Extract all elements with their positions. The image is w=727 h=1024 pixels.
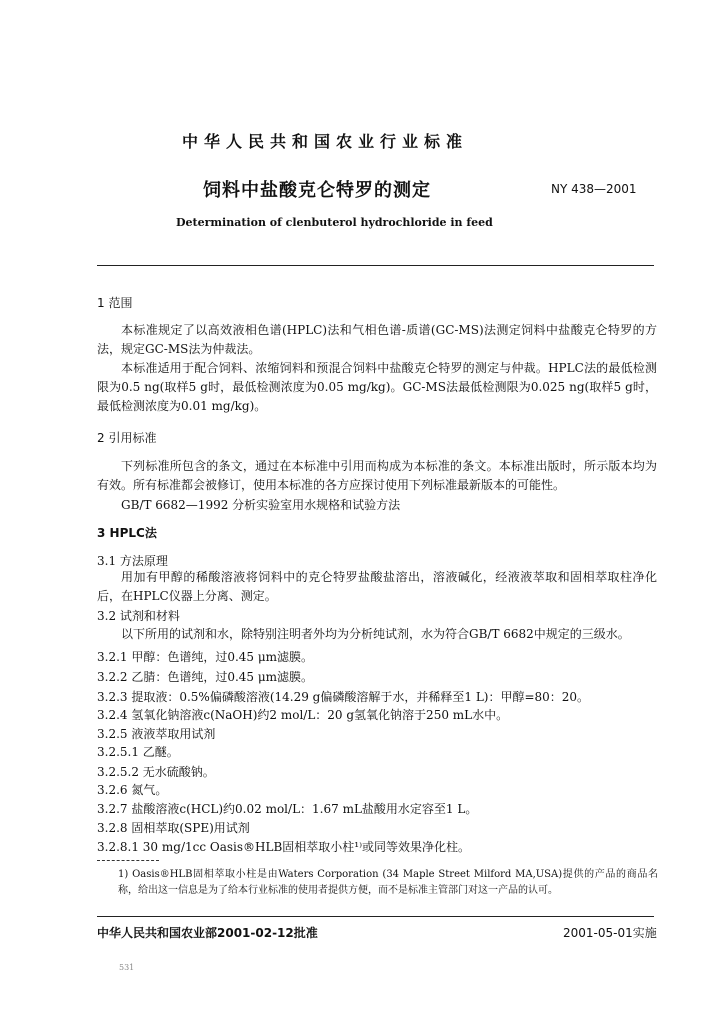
list-item: 3.2.2 乙腈：色谱纯，过0.45 μm滤膜。 <box>97 670 314 684</box>
list-item: 3.2.1 甲醇：色谱纯，过0.45 μm滤膜。 <box>97 650 314 664</box>
section-2-paragraph: 下列标准所包含的条文，通过在本标准中引用而构成为本标准的条文。本标准出版时，所示版本均为有效。所有标准都会被修订，使用本标准的各方应探讨使用下列标准最新版本的可能性。 <box>97 459 657 492</box>
section-3-2-paragraph: 以下所用的试剂和水，除特别注明者外均为分析纯试剂，水为符合GB/T 6682中规定的三级水。 <box>121 627 630 641</box>
effective-date: 2001-05-01实施 <box>563 926 657 940</box>
section-3-1-paragraph: 用加有甲醇的稀酸溶液将饲料中的克仑特罗盐酸盐溶出，溶液碱化，经液液萃取和固相萃取柱净化后，在HPLC仪器上分离、测定。 <box>97 570 657 603</box>
list-item: 3.2.4 氢氧化钠溶液c(NaOH)约2 mol/L：20 g氢氧化钠溶于250 mL水中。 <box>97 708 509 722</box>
reference-gbt6682: GB/T 6682—1992 分析实验室用水规格和试验方法 <box>121 498 401 512</box>
org-title: 中华人民共和国农业行业标准 <box>182 132 469 151</box>
list-item: 3.2.5 液液萃取用试剂 <box>97 727 216 741</box>
section-1-paragraph-2: 本标准适用于配合饲料、浓缩饲料和预混合饲料中盐酸克仑特罗的测定与仲裁。HPLC法的最低检测限为0.5 ng(取样5 g时，最低检测浓度为0.05 mg/kg)。GC-MS法最低检测限为0.025 ng(取样5 g时，最低检测浓度为0.01 mg/kg)。 <box>97 361 657 413</box>
document-title: 饲料中盐酸克仑特罗的测定 <box>203 180 431 201</box>
english-title: Determination of clenbuterol hydrochloride in feed <box>176 216 493 229</box>
issued-by: 中华人民共和国农业部2001-02-12批准 <box>97 926 318 940</box>
list-item: 3.2.7 盐酸溶液c(HCL)约0.02 mol/L：1.67 mL盐酸用水定容至1 L。 <box>97 802 478 816</box>
list-item: 3.2.5.1 乙醚。 <box>97 745 179 759</box>
section-3-heading: 3 HPLC法 <box>97 526 157 540</box>
list-item: 3.2.8.1 30 mg/1cc Oasis®HLB固相萃取小柱¹⁾或同等效果净化柱。 <box>97 840 471 854</box>
page-number: 531 <box>119 963 135 972</box>
footer-rule <box>97 916 654 917</box>
header-rule <box>97 265 654 266</box>
list-item: 3.2.6 氮气。 <box>97 783 168 797</box>
list-item: 3.2.5.2 无水硫酸钠。 <box>97 765 215 779</box>
section-3-1-heading: 3.1 方法原理 <box>97 554 168 568</box>
section-1-heading: 1 范围 <box>97 296 133 310</box>
list-item: 3.2.8 固相萃取(SPE)用试剂 <box>97 821 250 835</box>
list-item: 3.2.3 提取液：0.5%偏磷酸溶液(14.29 g偏磷酸溶解于水，并稀释至1 L)：甲醇=80：20。 <box>97 690 590 704</box>
footnote-separator <box>97 860 159 861</box>
section-2-heading: 2 引用标准 <box>97 431 157 445</box>
footnote: 1) Oasis®HLB固相萃取小柱是由Waters Corporation (34 Maple Street Milford MA,USA)提供的产品的商品名称，给出这一信息是为了给本行业标准的使用者提供方便，而不是标准主管部门对这一产品的认可。 <box>118 869 658 896</box>
section-1-paragraph-1: 本标准规定了以高效液相色谱(HPLC)法和气相色谱-质谱(GC-MS)法测定饲料中盐酸克仑特罗的方法，规定GC-MS法为仲裁法。 <box>97 323 657 356</box>
section-3-2-heading: 3.2 试剂和材料 <box>97 609 180 623</box>
standard-number: NY 438—2001 <box>551 182 637 196</box>
